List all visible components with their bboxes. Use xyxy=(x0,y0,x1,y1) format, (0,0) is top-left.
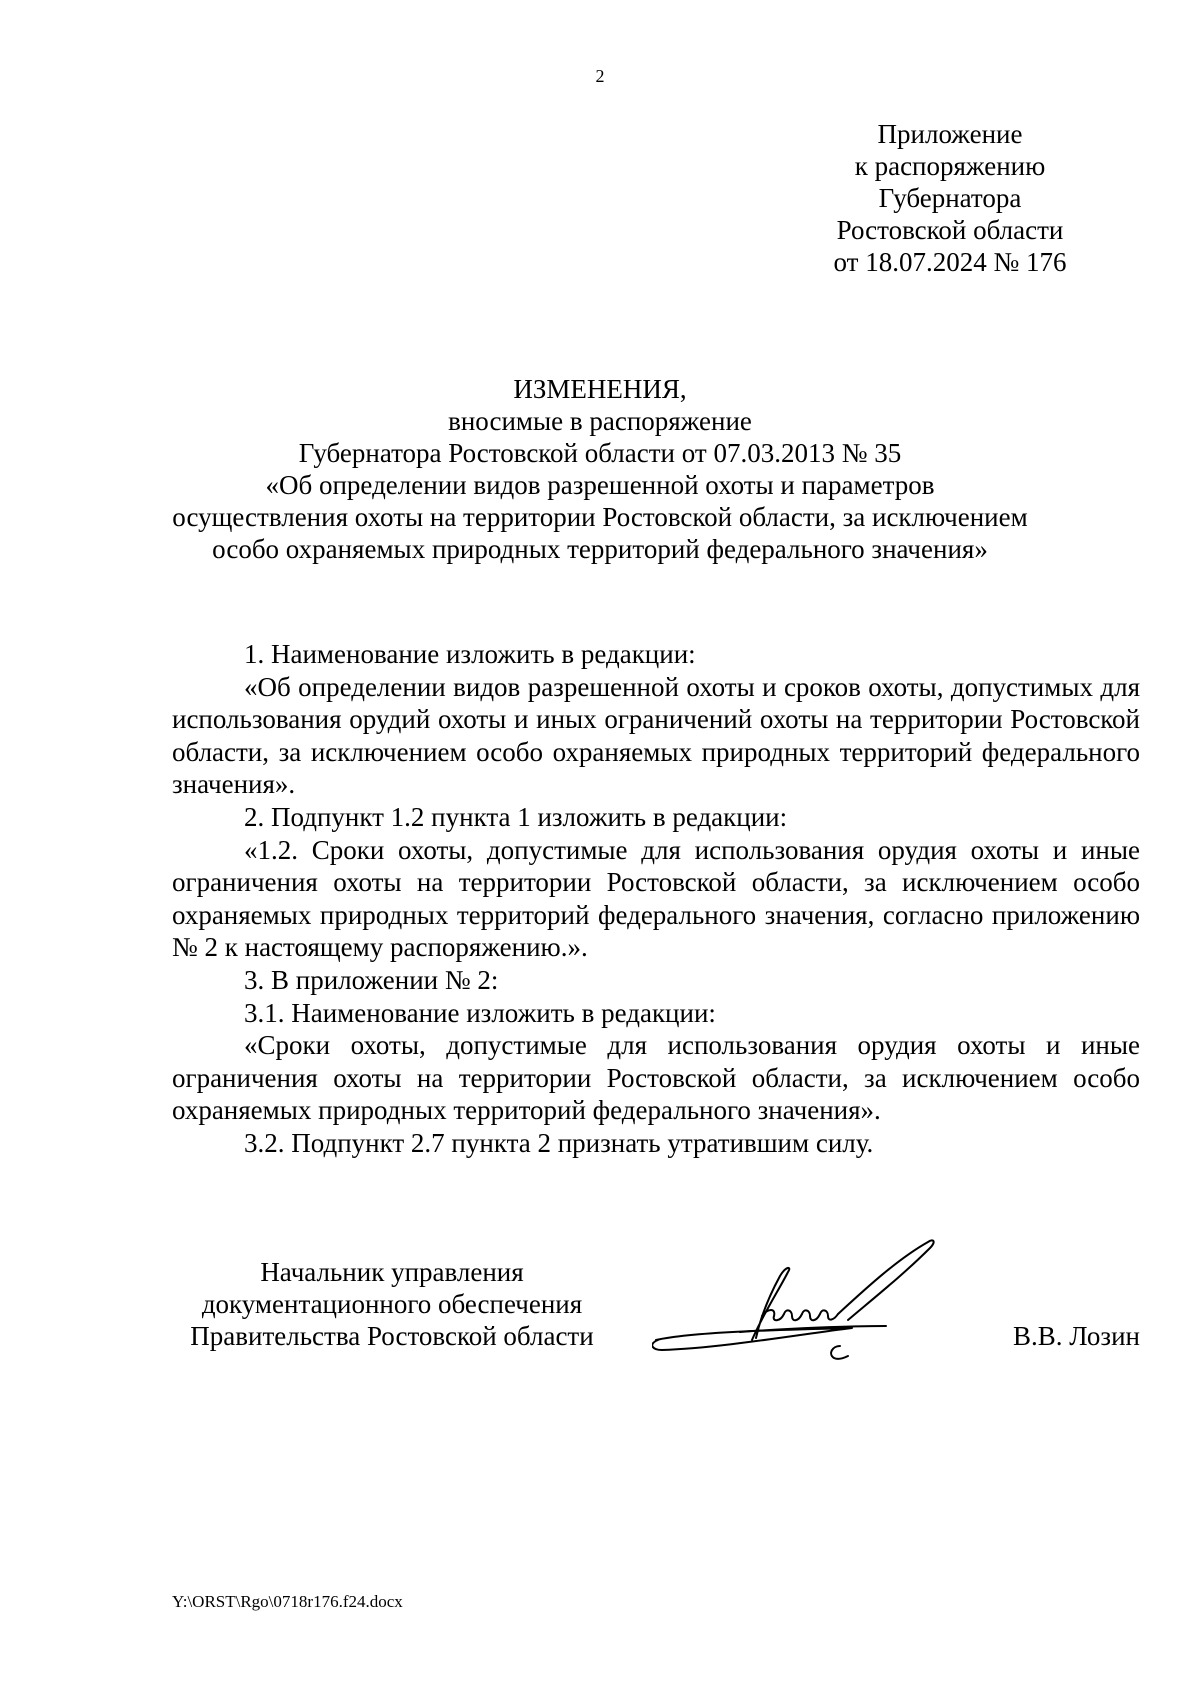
body-paragraph: 3.2. Подпункт 2.7 пункта 2 признать утратившим силу. xyxy=(244,1127,874,1158)
body-paragraph: 3.1. Наименование изложить в редакции: xyxy=(244,997,716,1028)
title-line: «Об определении видов разрешенной охоты и параметров xyxy=(265,470,935,500)
title-line: вносимые в распоряжение xyxy=(448,406,752,436)
file-path-footer: Y:\ORST\Rgo\0718r176.f24.docx xyxy=(172,1592,403,1611)
body-paragraph: «Об определении видов разрешенной охоты и сроков охоты, допустимых для использования орудий охоты и иных ограничений охоты на территории Ростовской области, за исключением особо охраняемых природных территорий федерального значения». xyxy=(172,671,1140,800)
body-paragraph: 3. В приложении № 2: xyxy=(244,964,499,995)
appendix-line: Губернатора xyxy=(878,183,1022,213)
signatory-position-line: Начальник управления xyxy=(260,1257,524,1287)
appendix-line: от 18.07.2024 № 176 xyxy=(833,247,1067,277)
appendix-line: Приложение xyxy=(877,119,1023,149)
signatory-position-line: документационного обеспечения xyxy=(201,1289,583,1319)
body-paragraph: «Сроки охоты, допустимые для использования орудия охоты и иные ограничения охоты на территории Ростовской области, за исключением особо охраняемых природных территорий федерального значения». xyxy=(172,1030,1140,1126)
title-heading: ИЗМЕНЕНИЯ, xyxy=(513,374,687,404)
document-title xyxy=(130,373,1070,565)
signature-block xyxy=(172,1256,1140,1406)
title-line: осуществления охоты на территории Ростовской области, за исключением xyxy=(172,502,1028,532)
appendix-line: Ростовской области xyxy=(836,215,1064,245)
signatory-position-line: Правительства Ростовской области xyxy=(190,1321,594,1351)
appendix-line: к распоряжению xyxy=(854,151,1046,181)
signatory-position xyxy=(172,1256,612,1352)
title-line: Губернатора Ростовской области от 07.03.2013 № 35 xyxy=(298,438,902,468)
body-paragraph: «1.2. Сроки охоты, допустимые для использования орудия охоты и иные ограничения охоты на территории Ростовской области, за исключением особо охраняемых природных территорий федерального значения, согласно приложению № 2 к настоящему распоряжению.». xyxy=(172,834,1140,963)
title-line: особо охраняемых природных территорий федерального значения» xyxy=(212,534,988,564)
document-body xyxy=(172,638,1140,1160)
signatory-name: В.В. Лозин xyxy=(1013,1321,1140,1351)
appendix-header xyxy=(760,118,1140,278)
page-number: 2 xyxy=(595,66,605,86)
handwritten-signature xyxy=(652,1236,972,1386)
body-paragraph: 2. Подпункт 1.2 пункта 1 изложить в редакции: xyxy=(244,801,788,832)
body-paragraph: 1. Наименование изложить в редакции: xyxy=(244,639,696,669)
